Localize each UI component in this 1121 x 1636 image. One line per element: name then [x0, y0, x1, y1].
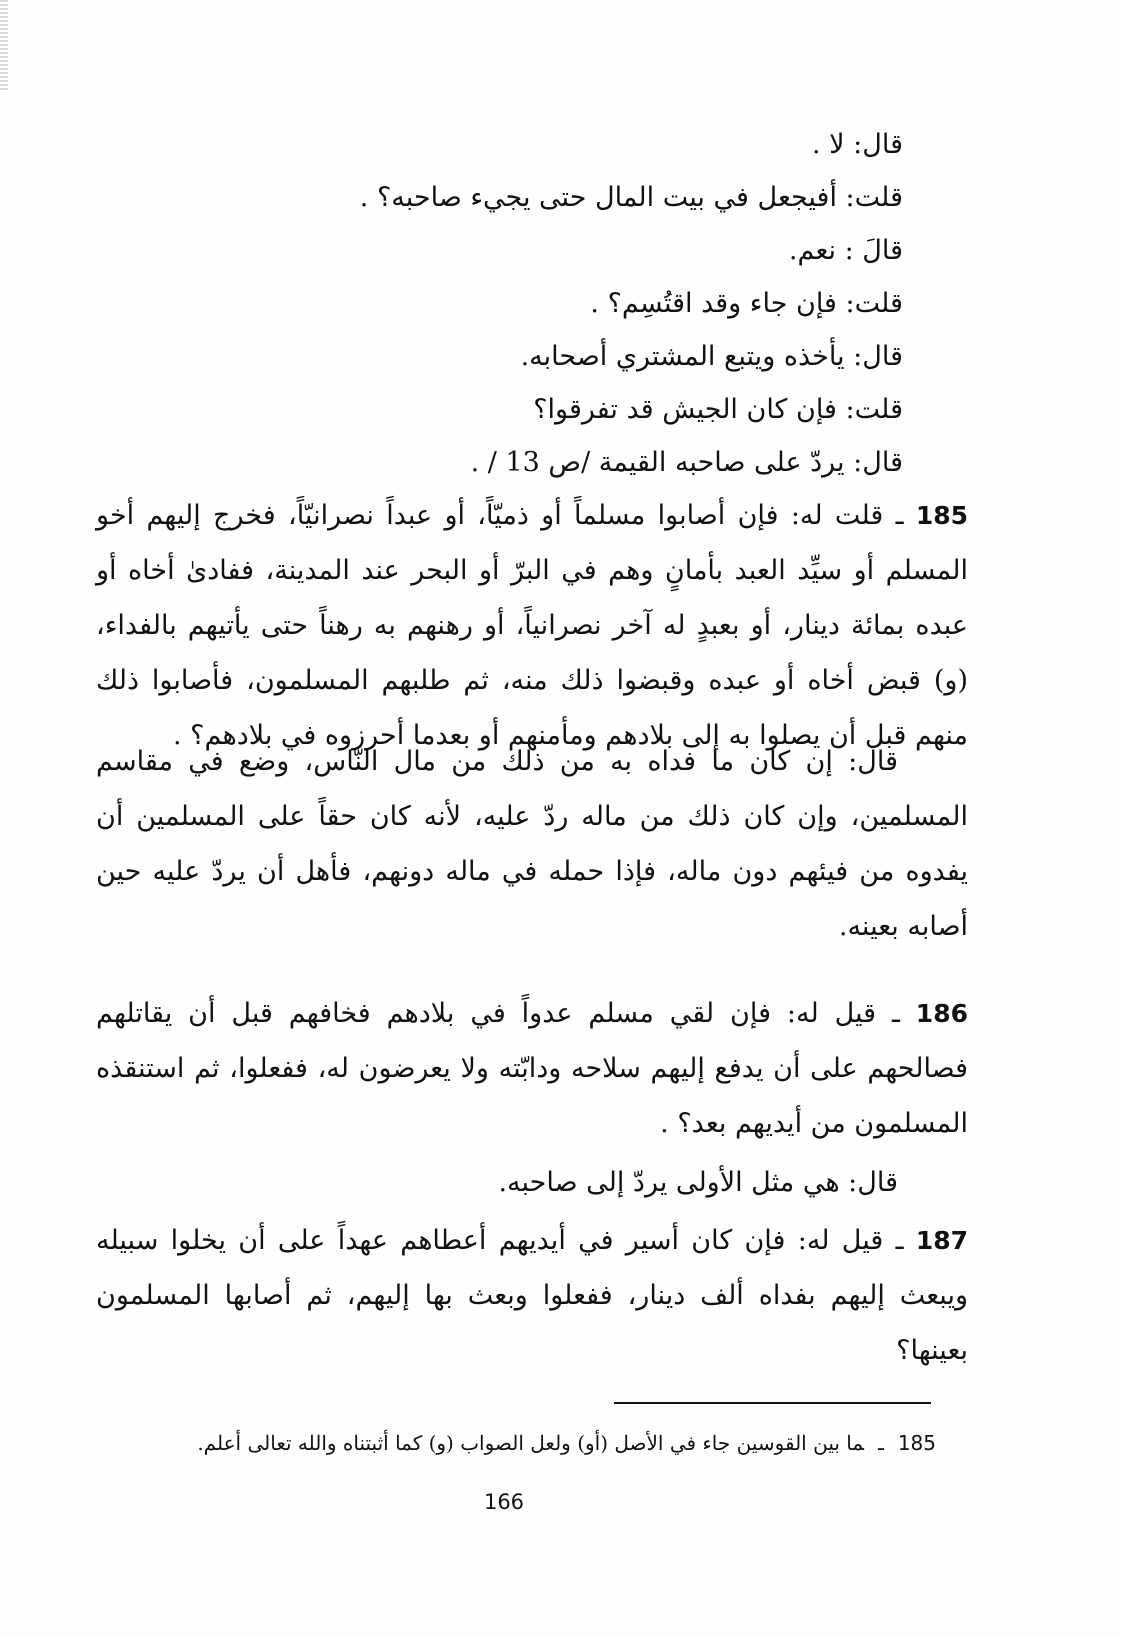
page-number: 166	[483, 1490, 525, 1514]
dialogue-line: قال: يردّ على صاحبه القيمة /ص 13 / .	[470, 447, 903, 478]
paragraph-text: ـ قيل له: فإن لقي مسلم عدواً في بلادهم فخافهم قبل أن يقاتلهم فصالحهم على أن يدفع إليهم سلاحه ودابّته ولا يعرضون له، ففعلوا، ثم استنقذه المسلمون من أيديهم بعد؟ .	[96, 998, 968, 1139]
paragraph-text: قال: هي مثل الأولى يردّ إلى صاحبه.	[498, 1167, 898, 1198]
paragraph-number: 186	[915, 999, 968, 1028]
footnote-text: ما بين القوسين جاء في الأصل (أو) ولعل الصواب (و) كما أثبتناه والله تعالى أعلم.	[197, 1431, 864, 1455]
scan-edge-artifact	[0, 0, 8, 90]
footnote-number: 185	[897, 1431, 936, 1455]
dialogue-line: قالَ : نعم.	[788, 235, 903, 266]
dialogue-line: قال: يأخذه ويتبع المشتري أصحابه.	[520, 341, 903, 372]
dialogue-line: قلت: فإن جاء وقد اقتُسِم؟ .	[590, 288, 903, 319]
dialogue-block	[143, 118, 903, 489]
footnote-divider	[614, 1402, 931, 1404]
answer-185	[96, 734, 968, 954]
paragraph-text: ـ قيل له: فإن كان أسير في أيديهم أعطاهم عهداً على أن يخلوا سبيله ويبعث إليهم بفداه ألف دينار، ففعلوا وبعث بها إليهم، ثم أصابها المسلمون بعينها؟	[96, 1225, 968, 1366]
dialogue-line: قلت: فإن كان الجيش قد تفرقوا؟	[533, 394, 903, 425]
answer-186	[96, 1155, 968, 1210]
paragraph-185	[96, 488, 968, 763]
footnote	[96, 1426, 936, 1460]
paragraph-number: 187	[915, 1226, 968, 1255]
dialogue-line: قلت: أفيجعل في بيت المال حتى يجيء صاحبه؟ .	[359, 182, 903, 213]
footnote-dash: ـ	[877, 1431, 884, 1455]
paragraph-text: ـ قلت له: فإن أصابوا مسلماً أو ذميّاً، أو عبداً نصرانيّاً، فخرج إليهم أخو المسلم أو سيِّد العبد بأمانٍ وهم في البرّ أو البحر عند المدينة، ففادىٰ أخاه أو عبده بمائة دينار، أو بعبدٍ له آخر نصرانياً، أو رهنهم به رهناً حتى يأتيهم بالفداء، (و) قبض أخاه أو عبده وقبضوا ذلك منه، ثم طلبهم المسلمون، فأصابوا ذلك منهم قبل أن يصلوا به إلى بلادهم ومأمنهم أو بعدما أحرزوه في بلادهم؟ .	[96, 500, 968, 751]
paragraph-text: قال: إن كان ما فداه به من ذلك من مال النّاس، وضع في مقاسم المسلمين، وإن كان ذلك من ماله ردّ عليه، لأنه كان حقاً على المسلمين أن يفدوه من فيئهم دون ماله، فإذا حمله في ماله دونهم، فأهل أن يردّ عليه حين أصابه بعينه.	[96, 746, 968, 942]
dialogue-line: قال: لا .	[812, 129, 903, 160]
paragraph-187	[96, 1213, 968, 1378]
paragraph-186	[96, 986, 968, 1151]
paragraph-number: 185	[915, 501, 968, 530]
